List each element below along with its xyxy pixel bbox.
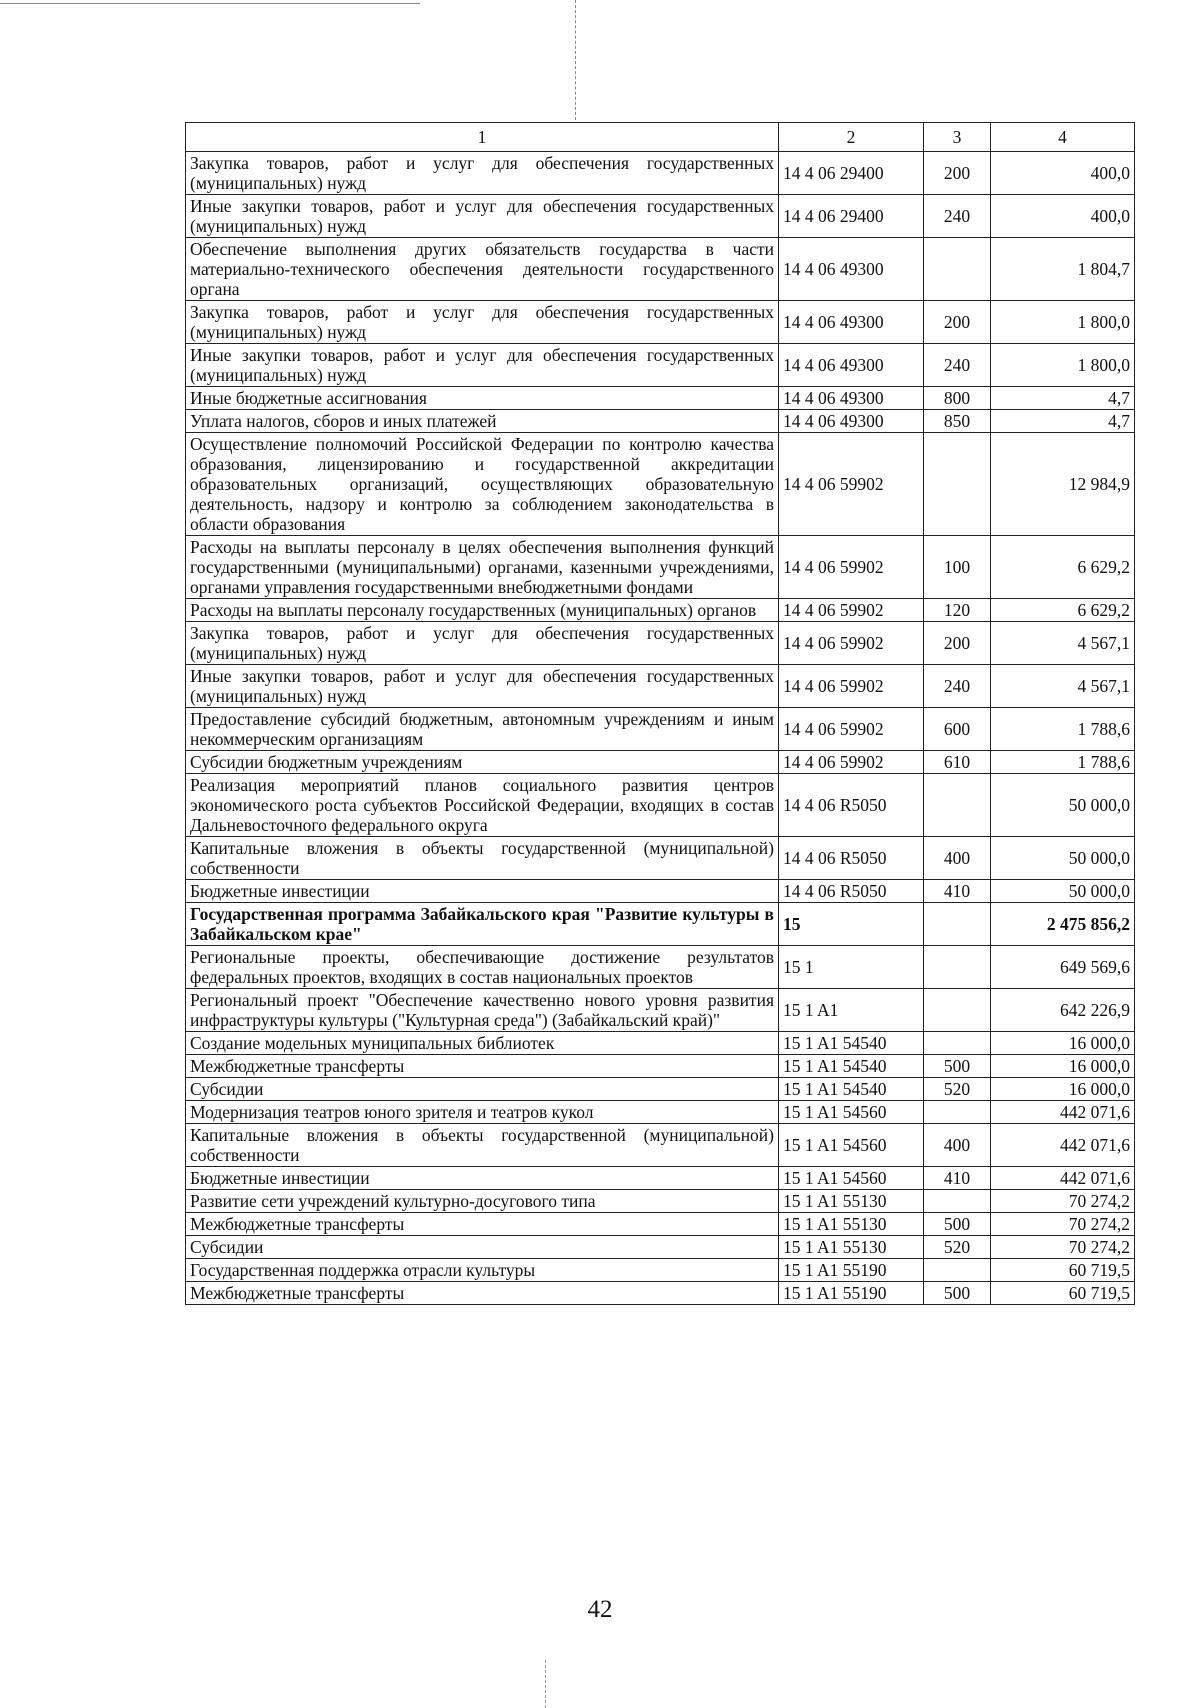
cell-name: Субсидии	[186, 1078, 779, 1101]
cell-vr	[924, 1032, 991, 1055]
cell-vr	[924, 1259, 991, 1282]
budget-table	[185, 122, 1135, 1305]
cell-code: 15 1 A1 54540	[779, 1078, 924, 1101]
cell-name: Капитальные вложения в объекты государственной (муниципальной) собственности	[186, 837, 779, 880]
table-row	[186, 880, 1135, 903]
cell-name: Расходы на выплаты персоналу государственных (муниципальных) органов	[186, 599, 779, 622]
cell-name: Субсидии	[186, 1236, 779, 1259]
cell-amount: 70 274,2	[991, 1190, 1135, 1213]
cell-code: 15 1 A1 55130	[779, 1213, 924, 1236]
cell-vr	[924, 1190, 991, 1213]
table-row	[186, 344, 1135, 387]
cell-vr: 200	[924, 152, 991, 195]
table-row	[186, 1032, 1135, 1055]
cell-name: Реализация мероприятий планов социального развития центров экономического роста субъектов Российской Федерации, входящих в состав Дальневосточного федерального округа	[186, 774, 779, 837]
cell-vr: 240	[924, 344, 991, 387]
table-row	[186, 599, 1135, 622]
cell-amount: 1 788,6	[991, 708, 1135, 751]
cell-name: Иные бюджетные ассигнования	[186, 387, 779, 410]
cell-vr: 850	[924, 410, 991, 433]
cell-code: 15 1 A1 54560	[779, 1124, 924, 1167]
cell-name: Государственная поддержка отрасли культуры	[186, 1259, 779, 1282]
cell-vr	[924, 903, 991, 946]
table-row	[186, 1236, 1135, 1259]
scan-artifact-bottom-line	[545, 1660, 546, 1708]
cell-vr: 410	[924, 880, 991, 903]
table-row	[186, 1101, 1135, 1124]
table-row	[186, 301, 1135, 344]
cell-vr	[924, 238, 991, 301]
table-row	[186, 1213, 1135, 1236]
cell-name: Уплата налогов, сборов и иных платежей	[186, 410, 779, 433]
cell-code: 15 1 A1 54560	[779, 1101, 924, 1124]
table-row	[186, 195, 1135, 238]
cell-code: 15 1 A1 55190	[779, 1282, 924, 1305]
cell-amount: 60 719,5	[991, 1259, 1135, 1282]
cell-name: Межбюджетные трансферты	[186, 1055, 779, 1078]
cell-name: Региональный проект "Обеспечение качественно нового уровня развития инфраструктуры культуры ("Культурная среда") (Забайкальский край)"	[186, 989, 779, 1032]
cell-amount: 6 629,2	[991, 599, 1135, 622]
cell-name: Развитие сети учреждений культурно-досугового типа	[186, 1190, 779, 1213]
cell-name: Создание модельных муниципальных библиотек	[186, 1032, 779, 1055]
cell-amount: 1 788,6	[991, 751, 1135, 774]
cell-amount: 4,7	[991, 387, 1135, 410]
cell-amount: 400,0	[991, 152, 1135, 195]
cell-name: Обеспечение выполнения других обязательств государства в части материально-технического обеспечения деятельности государственного органа	[186, 238, 779, 301]
cell-name: Бюджетные инвестиции	[186, 880, 779, 903]
cell-code: 14 4 06 R5050	[779, 774, 924, 837]
table-row	[186, 152, 1135, 195]
cell-amount: 649 569,6	[991, 946, 1135, 989]
cell-vr: 100	[924, 536, 991, 599]
cell-code: 15 1 A1 55130	[779, 1190, 924, 1213]
cell-amount: 70 274,2	[991, 1236, 1135, 1259]
cell-vr: 500	[924, 1213, 991, 1236]
table-row	[186, 1124, 1135, 1167]
table-row	[186, 1167, 1135, 1190]
cell-amount: 50 000,0	[991, 774, 1135, 837]
cell-code: 14 4 06 49300	[779, 344, 924, 387]
table-row	[186, 837, 1135, 880]
cell-amount: 16 000,0	[991, 1078, 1135, 1101]
cell-vr	[924, 1101, 991, 1124]
cell-vr: 520	[924, 1078, 991, 1101]
cell-amount: 4 567,1	[991, 665, 1135, 708]
table-row	[186, 622, 1135, 665]
cell-name: Иные закупки товаров, работ и услуг для обеспечения государственных (муниципальных) нужд	[186, 665, 779, 708]
cell-vr: 410	[924, 1167, 991, 1190]
page-number: 42	[587, 1596, 613, 1623]
cell-code: 15 1 A1 54560	[779, 1167, 924, 1190]
scan-artifact-vertical-line	[575, 0, 576, 120]
cell-amount: 442 071,6	[991, 1101, 1135, 1124]
scan-artifact-line	[0, 3, 420, 4]
cell-name: Закупка товаров, работ и услуг для обеспечения государственных (муниципальных) нужд	[186, 152, 779, 195]
cell-vr	[924, 433, 991, 536]
table-row	[186, 946, 1135, 989]
table-row	[186, 1190, 1135, 1213]
cell-amount: 642 226,9	[991, 989, 1135, 1032]
cell-name: Иные закупки товаров, работ и услуг для обеспечения государственных (муниципальных) нужд	[186, 195, 779, 238]
cell-amount: 50 000,0	[991, 880, 1135, 903]
table-row	[186, 1078, 1135, 1101]
cell-amount: 400,0	[991, 195, 1135, 238]
cell-amount: 2 475 856,2	[991, 903, 1135, 946]
cell-code: 14 4 06 R5050	[779, 837, 924, 880]
cell-name: Межбюджетные трансферты	[186, 1282, 779, 1305]
cell-name: Модернизация театров юного зрителя и театров кукол	[186, 1101, 779, 1124]
cell-vr: 240	[924, 665, 991, 708]
header-cell-name: 1	[186, 123, 779, 152]
cell-code: 14 4 06 29400	[779, 152, 924, 195]
cell-code: 15 1 A1	[779, 989, 924, 1032]
cell-vr: 120	[924, 599, 991, 622]
cell-vr	[924, 774, 991, 837]
table-row	[186, 751, 1135, 774]
cell-amount: 4,7	[991, 410, 1135, 433]
table-row	[186, 433, 1135, 536]
table-row	[186, 774, 1135, 837]
cell-vr: 610	[924, 751, 991, 774]
cell-name: Бюджетные инвестиции	[186, 1167, 779, 1190]
cell-vr: 600	[924, 708, 991, 751]
cell-amount: 442 071,6	[991, 1124, 1135, 1167]
cell-vr: 200	[924, 301, 991, 344]
cell-name: Расходы на выплаты персоналу в целях обеспечения выполнения функций государственными (муниципальными) органами, казенными учреждениями, органами управления государственными внебюджетными фондами	[186, 536, 779, 599]
table-row	[186, 708, 1135, 751]
table-row	[186, 387, 1135, 410]
cell-code: 14 4 06 59902	[779, 622, 924, 665]
cell-amount: 16 000,0	[991, 1055, 1135, 1078]
cell-name: Закупка товаров, работ и услуг для обеспечения государственных (муниципальных) нужд	[186, 301, 779, 344]
cell-amount: 1 800,0	[991, 344, 1135, 387]
cell-name: Закупка товаров, работ и услуг для обеспечения государственных (муниципальных) нужд	[186, 622, 779, 665]
cell-code: 14 4 06 49300	[779, 410, 924, 433]
cell-amount: 16 000,0	[991, 1032, 1135, 1055]
cell-code: 14 4 06 59902	[779, 536, 924, 599]
table-row	[186, 1055, 1135, 1078]
table-row	[186, 1282, 1135, 1305]
cell-code: 14 4 06 49300	[779, 387, 924, 410]
cell-name: Межбюджетные трансферты	[186, 1213, 779, 1236]
cell-amount: 50 000,0	[991, 837, 1135, 880]
cell-code: 14 4 06 49300	[779, 238, 924, 301]
cell-vr: 520	[924, 1236, 991, 1259]
cell-code: 14 4 06 59902	[779, 708, 924, 751]
cell-name: Предоставление субсидий бюджетным, автономным учреждениям и иным некоммерческим организациям	[186, 708, 779, 751]
table-row	[186, 903, 1135, 946]
cell-amount: 60 719,5	[991, 1282, 1135, 1305]
table-row	[186, 665, 1135, 708]
cell-vr: 500	[924, 1282, 991, 1305]
cell-code: 15 1 A1 55190	[779, 1259, 924, 1282]
header-cell-code: 2	[779, 123, 924, 152]
cell-amount: 12 984,9	[991, 433, 1135, 536]
table-row	[186, 989, 1135, 1032]
cell-amount: 442 071,6	[991, 1167, 1135, 1190]
cell-code: 14 4 06 49300	[779, 301, 924, 344]
cell-name: Иные закупки товаров, работ и услуг для обеспечения государственных (муниципальных) нужд	[186, 344, 779, 387]
cell-amount: 70 274,2	[991, 1213, 1135, 1236]
cell-vr: 400	[924, 1124, 991, 1167]
cell-vr: 200	[924, 622, 991, 665]
cell-name: Региональные проекты, обеспечивающие достижение результатов федеральных проектов, входящих в состав национальных проектов	[186, 946, 779, 989]
cell-code: 15 1 A1 55130	[779, 1236, 924, 1259]
cell-amount: 6 629,2	[991, 536, 1135, 599]
cell-name: Субсидии бюджетным учреждениям	[186, 751, 779, 774]
cell-vr: 400	[924, 837, 991, 880]
table-header-row	[186, 123, 1135, 152]
cell-code: 14 4 06 59902	[779, 599, 924, 622]
table-row	[186, 1259, 1135, 1282]
cell-amount: 1 804,7	[991, 238, 1135, 301]
cell-code: 15 1 A1 54540	[779, 1032, 924, 1055]
budget-table-body	[186, 123, 1135, 1305]
table-row	[186, 536, 1135, 599]
cell-code: 15	[779, 903, 924, 946]
cell-code: 15 1	[779, 946, 924, 989]
cell-code: 14 4 06 R5050	[779, 880, 924, 903]
cell-code: 14 4 06 59902	[779, 665, 924, 708]
cell-code: 14 4 06 59902	[779, 751, 924, 774]
header-cell-amount: 4	[991, 123, 1135, 152]
cell-code: 14 4 06 59902	[779, 433, 924, 536]
cell-code: 15 1 A1 54540	[779, 1055, 924, 1078]
cell-name: Капитальные вложения в объекты государственной (муниципальной) собственности	[186, 1124, 779, 1167]
cell-name: Государственная программа Забайкальского края "Развитие культуры в Забайкальском крае"	[186, 903, 779, 946]
header-cell-vr: 3	[924, 123, 991, 152]
table-row	[186, 410, 1135, 433]
cell-vr: 500	[924, 1055, 991, 1078]
cell-vr: 800	[924, 387, 991, 410]
table-row	[186, 238, 1135, 301]
cell-name: Осуществление полномочий Российской Федерации по контролю качества образования, лицензированию и государственной аккредитации образовательных организаций, осуществляющих образовательную деятельность, надзору и контролю за соблюдением законодательства в области образования	[186, 433, 779, 536]
cell-code: 14 4 06 29400	[779, 195, 924, 238]
cell-vr	[924, 989, 991, 1032]
cell-amount: 4 567,1	[991, 622, 1135, 665]
cell-amount: 1 800,0	[991, 301, 1135, 344]
cell-vr	[924, 946, 991, 989]
cell-vr: 240	[924, 195, 991, 238]
